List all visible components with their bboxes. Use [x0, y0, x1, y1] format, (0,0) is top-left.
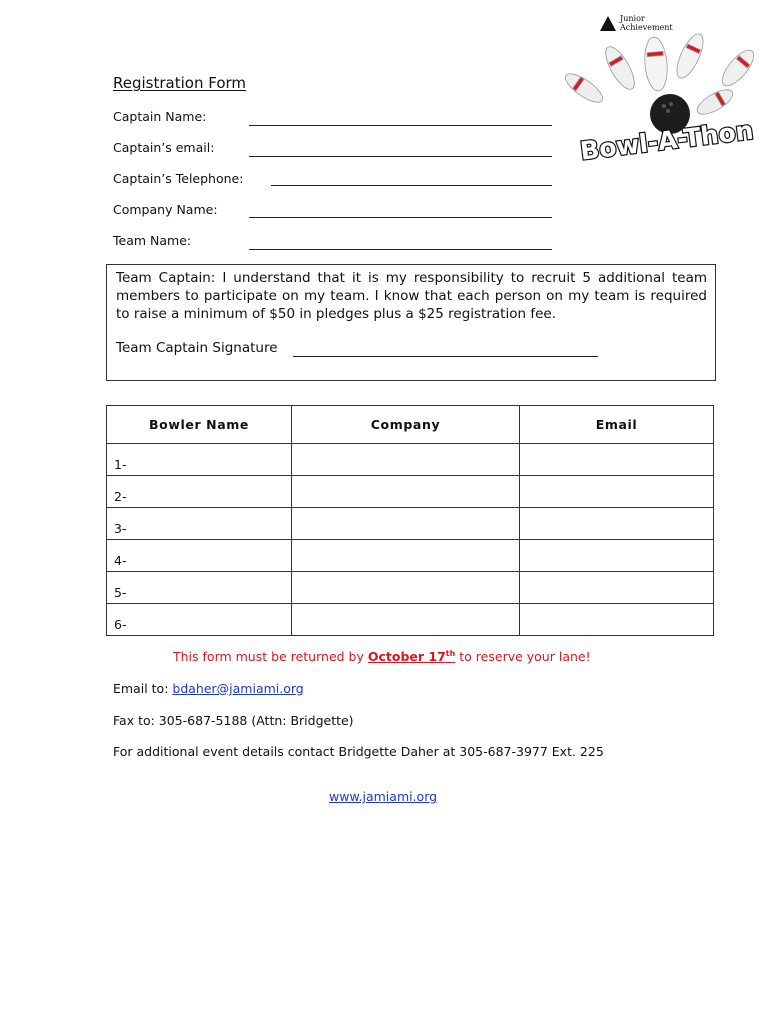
svg-text:Junior: Junior — [620, 14, 645, 23]
email-cell[interactable] — [520, 604, 714, 636]
website-link[interactable]: www.jamiami.org — [329, 789, 438, 804]
bowler-name-header: Bowler Name — [107, 406, 292, 444]
website-line — [329, 789, 437, 804]
company-cell[interactable] — [292, 444, 520, 476]
email-header: Email — [520, 406, 714, 444]
bowl-a-thon-text: Bowl-A-Thon — [578, 115, 755, 166]
deadline-date: October 17th — [367, 649, 456, 665]
signature-label: Team Captain Signature — [116, 340, 278, 356]
table-row — [107, 508, 714, 540]
team-name-line[interactable] — [249, 249, 552, 250]
bowler-name-cell[interactable]: 6- — [107, 604, 292, 636]
bowling-pins-icon — [560, 6, 764, 170]
company-name-line[interactable] — [249, 217, 552, 218]
captain-email-label: Captain’s email: — [113, 140, 215, 155]
table-row — [107, 604, 714, 636]
table-row — [107, 572, 714, 604]
email-link[interactable]: bdaher@jamiami.org — [172, 681, 304, 696]
email-cell[interactable] — [520, 444, 714, 476]
table-header-row — [107, 406, 714, 444]
fax-line: Fax to: 305-687-5188 (Attn: Bridgette) — [113, 713, 354, 728]
company-cell[interactable] — [292, 604, 520, 636]
junior-achievement-icon — [600, 16, 616, 31]
company-cell[interactable] — [292, 508, 520, 540]
email-line — [113, 681, 304, 696]
captain-name-line[interactable] — [249, 125, 552, 126]
bowlers-table — [106, 405, 714, 636]
email-label: Email to: — [113, 681, 173, 696]
email-cell[interactable] — [520, 540, 714, 572]
bowl-a-thon-logo — [560, 6, 764, 170]
bowler-name-cell[interactable]: 1- — [107, 444, 292, 476]
company-name-label: Company Name: — [113, 202, 218, 217]
event-details-line: For additional event details contact Bridgette Daher at 305-687-3977 Ext. 225 — [113, 744, 604, 759]
bowler-name-cell[interactable]: 4- — [107, 540, 292, 572]
bowler-name-cell[interactable]: 5- — [107, 572, 292, 604]
email-cell[interactable] — [520, 476, 714, 508]
company-header: Company — [292, 406, 520, 444]
email-cell[interactable] — [520, 572, 714, 604]
bowler-name-cell[interactable]: 2- — [107, 476, 292, 508]
table-row — [107, 444, 714, 476]
email-cell[interactable] — [520, 508, 714, 540]
captain-name-label: Captain Name: — [113, 109, 207, 124]
signature-line[interactable] — [293, 356, 598, 357]
captain-email-line[interactable] — [249, 156, 552, 157]
table-row — [107, 540, 714, 572]
table-row — [107, 476, 714, 508]
team-name-label: Team Name: — [113, 233, 192, 248]
return-deadline-notice — [173, 649, 591, 664]
company-cell[interactable] — [292, 476, 520, 508]
team-captain-pledge-text: Team Captain: I understand that it is my responsibility to recruit 5 additional team members to participate on my team. I know that each person on my team is required to raise a minimum of $50 in pledges plus a $25 registration fee. — [116, 270, 707, 322]
company-cell[interactable] — [292, 540, 520, 572]
bowler-name-cell[interactable]: 3- — [107, 508, 292, 540]
svg-text:Achievement: Achievement — [620, 23, 673, 32]
notice-text-before: This form must be returned by — [173, 649, 368, 665]
company-cell[interactable] — [292, 572, 520, 604]
captain-telephone-line[interactable] — [271, 185, 552, 186]
form-title: Registration Form — [113, 74, 247, 92]
notice-text-after: to reserve your lane! — [455, 649, 591, 665]
captain-telephone-label: Captain’s Telephone: — [113, 171, 244, 186]
